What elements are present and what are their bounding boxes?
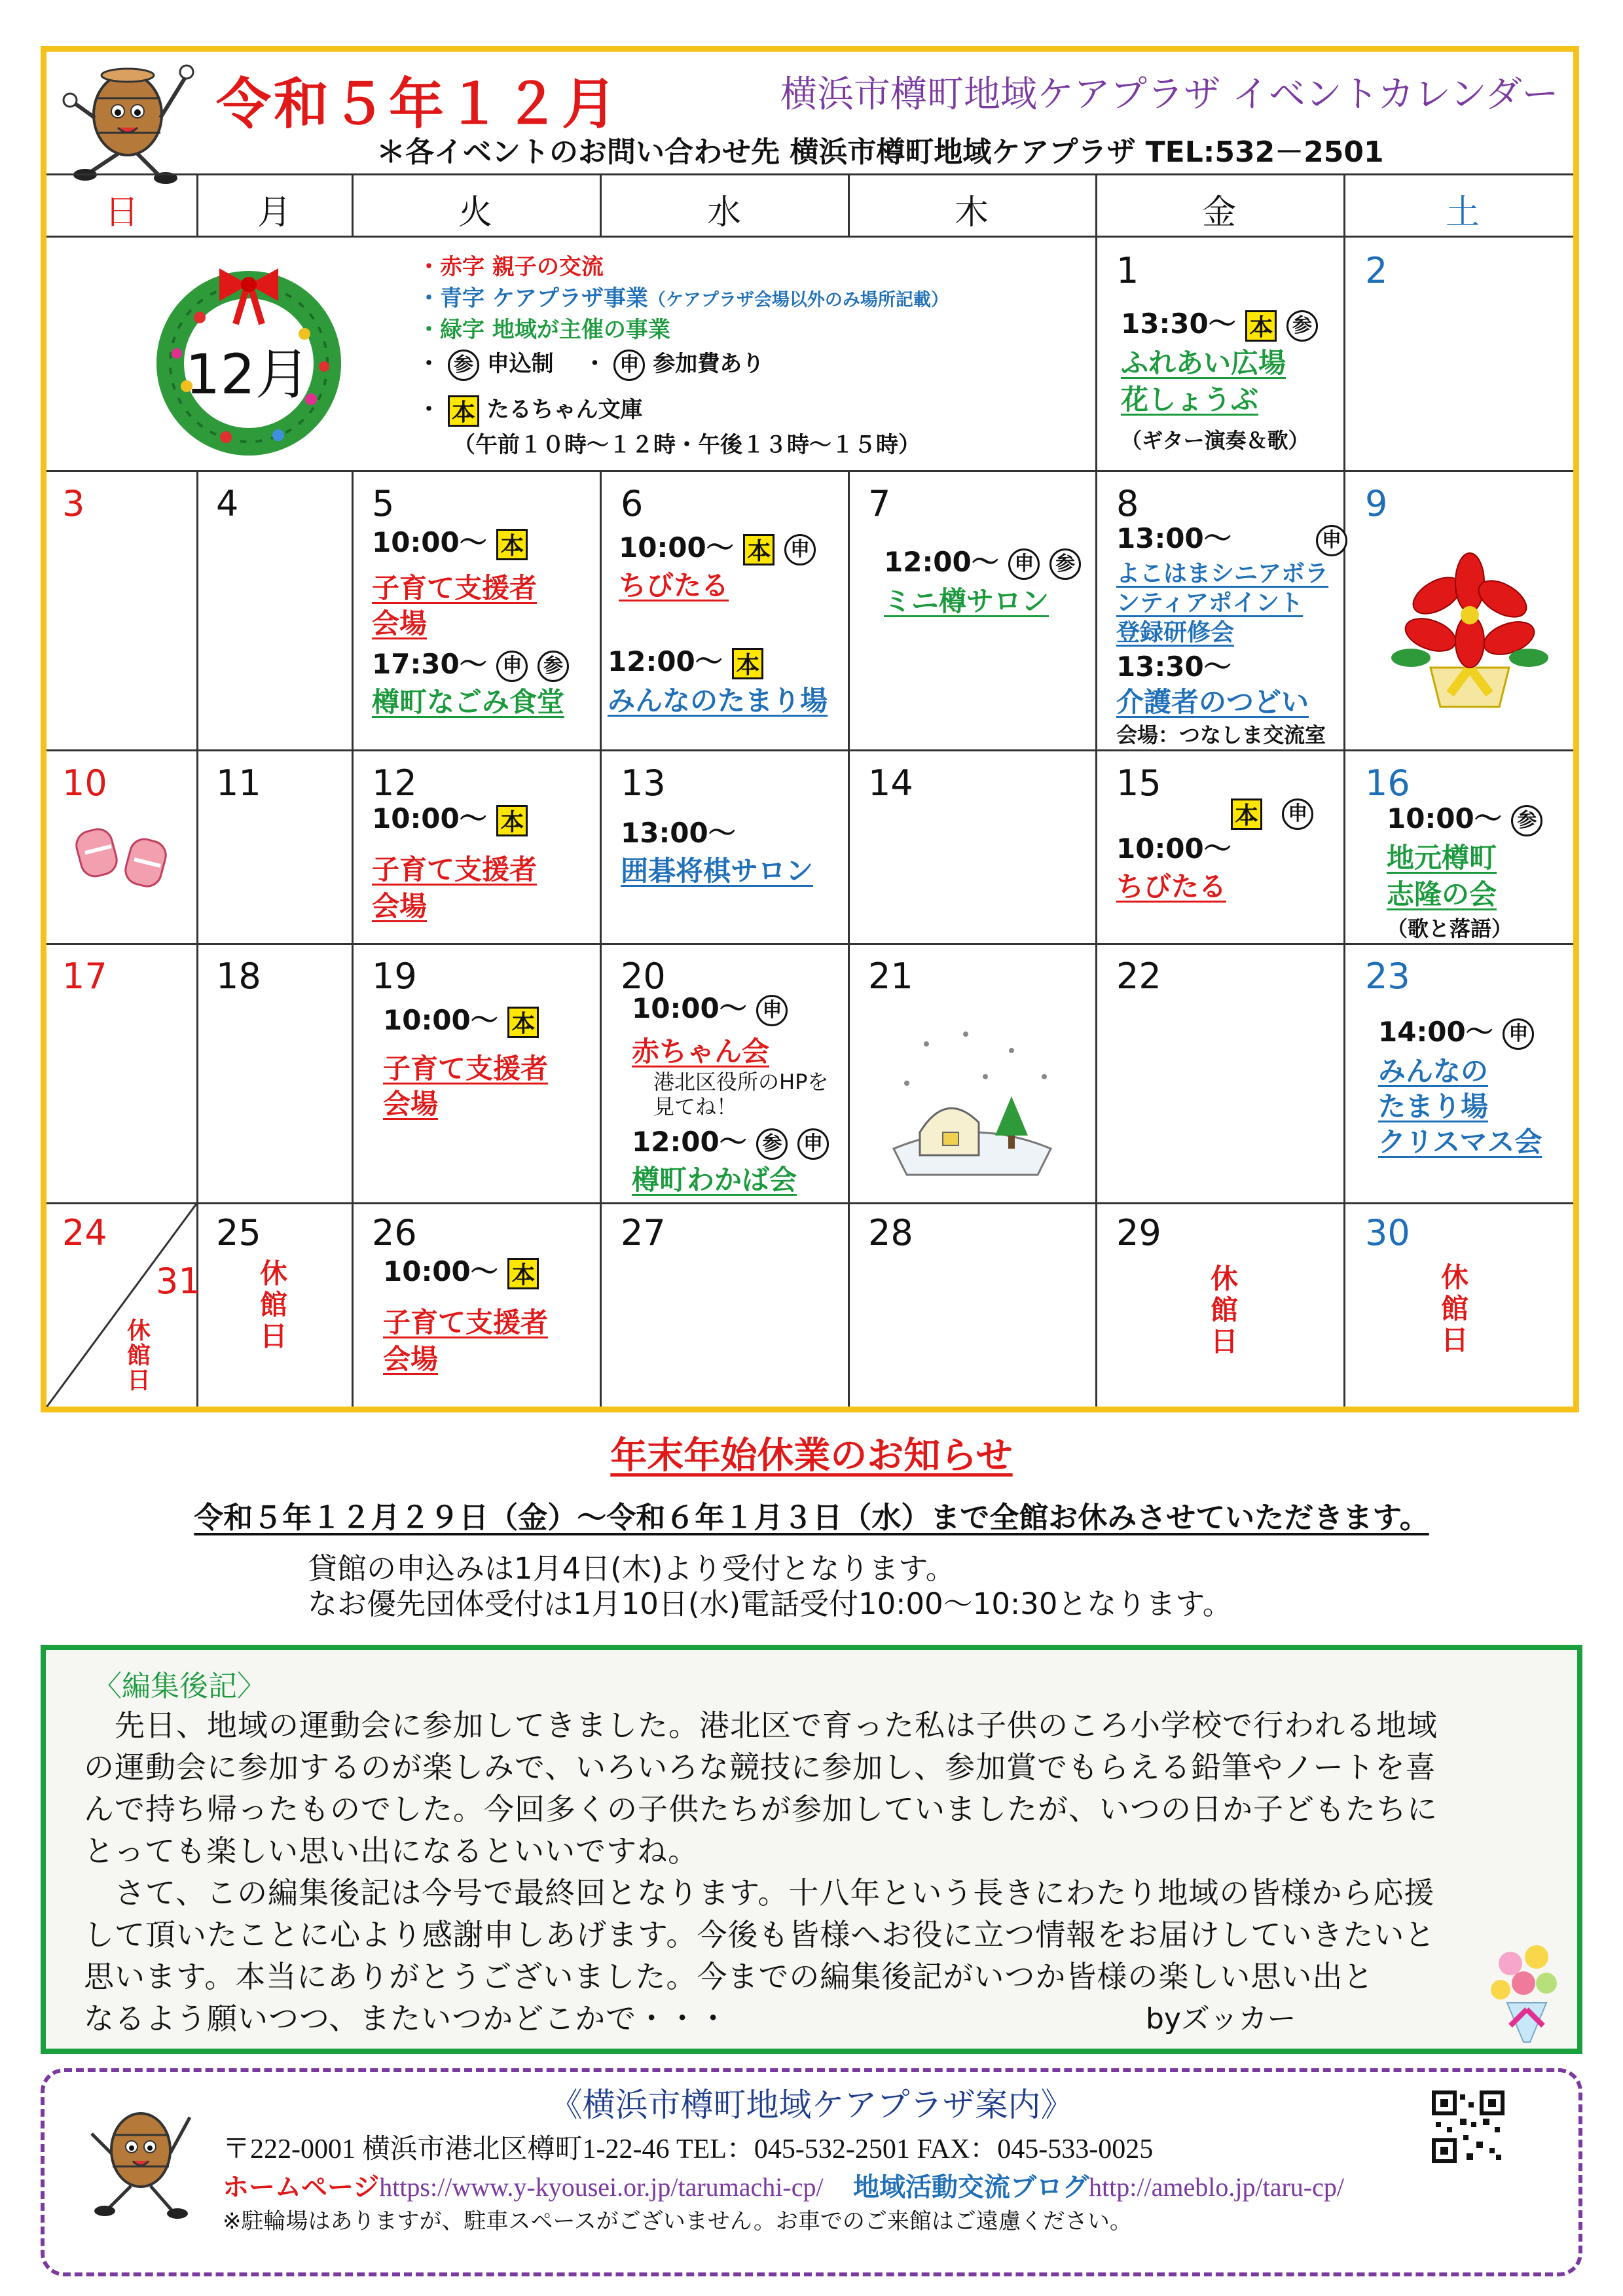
event-title: 樽町なごみ食堂 (372, 686, 565, 718)
event-note: （ギター演奏＆歌） (1121, 428, 1309, 453)
weekday-mon: 月 (257, 193, 292, 232)
day-number: 23 (1365, 956, 1410, 997)
day-number: 13 (621, 762, 666, 804)
day-number: 9 (1365, 483, 1388, 524)
event-icons (1231, 798, 1313, 830)
fee-required-icon: 申 (1282, 798, 1313, 830)
event-time-text: 12:00～ (608, 645, 723, 677)
legend-blue (418, 280, 949, 312)
legend-blue-note: （ケアプラザ会場以外のみ場所記載） (647, 290, 949, 310)
day-number: 21 (868, 956, 913, 997)
event-title: クリスマス会 (1378, 1126, 1542, 1158)
event-title: 会場 (383, 1343, 439, 1375)
day-number: 18 (216, 956, 261, 997)
book-library-icon: 本 (448, 395, 479, 427)
event-time (632, 1121, 829, 1160)
fee-required-icon: 申 (1008, 548, 1040, 580)
event-title: 会場 (372, 607, 428, 639)
day-number: 12 (372, 762, 417, 804)
event-time (1378, 1011, 1534, 1050)
day-number: 16 (1365, 762, 1410, 804)
snow-house-illustration (881, 1018, 1064, 1181)
day-number: 1 (1116, 250, 1139, 291)
event-time (608, 640, 763, 679)
event-title: 子育て支援者 (372, 853, 538, 886)
event-title: ミニ樽サロン (884, 585, 1049, 617)
flower-bouquet-illustration (1481, 1937, 1573, 2049)
grid-line (848, 470, 850, 1407)
entry-required-icon: 参 (538, 651, 569, 682)
grid-line (600, 470, 602, 1407)
fee-required-icon: 申 (496, 651, 528, 682)
event-time (372, 643, 569, 682)
day-number: 22 (1116, 956, 1161, 997)
event-time (632, 987, 788, 1026)
book-library-icon: 本 (1245, 310, 1277, 342)
entry-required-icon: 参 (1049, 548, 1081, 580)
book-library-icon: 本 (1231, 798, 1262, 830)
event-title: たまり場 (1378, 1090, 1489, 1122)
fee-required-icon: 申 (1316, 525, 1347, 556)
day-number: 17 (62, 956, 107, 997)
org-title: 横浜市樽町地域ケアプラザ イベントカレンダー (780, 73, 1559, 116)
page-title: 令和５年１２月 (216, 72, 620, 136)
grid-line (352, 470, 354, 1407)
fee-required-icon: 申 (613, 350, 645, 381)
legend-san-label: 申込制 (486, 351, 554, 377)
book-library-icon: 本 (743, 534, 775, 565)
event-time (1116, 517, 1347, 556)
day-number: 14 (868, 762, 913, 804)
day-number: 29 (1116, 1212, 1161, 1253)
fee-required-icon: 申 (1503, 1018, 1534, 1050)
event-time-text: 10:00～ (619, 531, 734, 564)
notice-closure-dates: 令和５年１２月２９日（金）～令和６年１月３日（水）まで全館お休みさせていただきます。 (194, 1500, 1429, 1535)
event-time (884, 541, 1081, 580)
day-number: 26 (372, 1212, 417, 1253)
weekday-sat: 土 (1446, 193, 1480, 232)
homepage-label: ホームページ (223, 2172, 380, 2202)
afterword-line: さて、この編集後記は今号で最終回となります。十八年という長きにわたり地域の皆様から応援 (84, 1875, 1435, 1910)
closed-label: 休館日 (126, 1318, 151, 1394)
event-time-text: 13:30～ (1121, 308, 1236, 340)
event-title: 樽町わかば会 (632, 1164, 797, 1196)
closed-label: 休館日 (1440, 1261, 1468, 1356)
event-time-text: 13:00～ (1116, 522, 1231, 554)
day-number: 20 (621, 956, 666, 997)
event-time (383, 1250, 539, 1289)
event-title: ちびたる (1116, 870, 1227, 903)
footer-title: 《横浜市樽町地域ケアプラザ案内》 (549, 2086, 1074, 2124)
homepage-link[interactable]: https://www.y-kyousei.or.jp/tarumachi-cp/ (379, 2172, 824, 2202)
weekday-wed: 水 (707, 193, 742, 232)
grid-line (848, 173, 850, 236)
day-number: 10 (62, 762, 107, 804)
event-time-text: 13:30～ (1116, 651, 1231, 683)
event-time (1387, 797, 1542, 836)
grid-line (1095, 173, 1097, 1407)
notice-rental-info: 貸館の申込みは1月4日(木)より受付となります。 (308, 1551, 955, 1586)
grid-line (196, 173, 198, 236)
day-number: 8 (1116, 483, 1139, 524)
weekday-thu: 木 (955, 193, 989, 232)
event-time (619, 526, 816, 565)
afterword-heading: 〈編集後記〉 (93, 1670, 266, 1703)
event-time-text: 13:00～ (621, 817, 736, 849)
afterword-line: んで持ち帰ったものでした。今回多くの子供たちが参加していましたが、いつの日か子どもたちに (84, 1791, 1438, 1827)
event-title: 子育て支援者 (372, 572, 538, 604)
weekday-sun: 日 (105, 193, 139, 232)
grid-line (352, 173, 354, 236)
event-time-text: 10:00～ (632, 992, 747, 1024)
event-time (372, 797, 528, 836)
book-library-icon: 本 (507, 1007, 539, 1038)
day-number: 15 (1116, 762, 1161, 804)
event-title: ふれあい広場 (1121, 347, 1286, 379)
event-note: 港北区役所のHPを (653, 1069, 829, 1094)
legend-red: ・赤字 親子の交流 (418, 254, 604, 280)
afterword-signature: byズッカー (1146, 2002, 1296, 2036)
event-time (372, 521, 528, 560)
day-number: 5 (372, 483, 395, 524)
calendar-frame (41, 46, 1579, 1412)
legend-hon-label: たるちゃん文庫 (486, 397, 643, 423)
closed-label: 休館日 (259, 1257, 287, 1352)
fee-required-icon: 申 (784, 534, 816, 565)
legend-blue-label: ・青字 ケアプラザ事業 (418, 285, 648, 312)
event-title: 会場 (372, 890, 428, 922)
event-title: 登録研修会 (1116, 619, 1235, 646)
blog-link[interactable]: http://ameblo.jp/taru-cp/ (1089, 2172, 1344, 2202)
event-title: ンティアポイント (1116, 590, 1304, 617)
entry-required-icon: 参 (756, 1128, 788, 1160)
legend-green: ・緑字 地域が主催の事業 (418, 317, 670, 343)
event-title: よこはまシニアボラ (1116, 560, 1329, 587)
book-library-icon: 本 (496, 805, 528, 836)
grid-line (1343, 173, 1345, 1407)
event-title: 赤ちゃん会 (632, 1035, 770, 1067)
entry-required-icon: 参 (1511, 805, 1542, 836)
event-title: 花しょうぶ (1121, 384, 1259, 416)
notice-priority-info: なお優先団体受付は1月10日(水)電話受付10:00～10:30となります。 (308, 1587, 1232, 1621)
day-number: 30 (1365, 1212, 1410, 1253)
event-title: 子育て支援者 (383, 1052, 549, 1085)
day-number: 3 (62, 483, 85, 524)
day-number: 28 (868, 1212, 913, 1253)
event-time-text: 10:00～ (372, 802, 487, 834)
event-time-text: 12:00～ (884, 546, 999, 578)
footer-address: 〒222-0001 横浜市港北区樽町1-22-46 TEL：045-532-2501 FAX：045-533-0025 (223, 2134, 1154, 2164)
event-time (1121, 302, 1318, 342)
contact-info: ＊各イベントのお問い合わせ先 横浜市樽町地域ケアプラザ TEL:532－2501 (376, 135, 1384, 169)
afterword-line: とっても楽しい思い出になるといいですね。 (84, 1833, 699, 1869)
day-number: 31 (156, 1261, 201, 1302)
event-time (383, 999, 539, 1038)
event-time-text: 10:00～ (1116, 833, 1231, 865)
day-number: 4 (216, 483, 239, 524)
legend-shin-label: 参加費あり (653, 351, 765, 377)
notice-title: 年末年始休業のお知らせ (610, 1435, 1013, 1477)
legend-icons-row: ・ 参 申込制 ・ 申 参加費あり (418, 346, 764, 381)
poinsettia-illustration (1385, 543, 1555, 720)
grid-line (600, 173, 602, 236)
day-number: 6 (621, 483, 644, 524)
blog-label: 地域活動交流ブログ (853, 2172, 1089, 2202)
book-library-icon: 本 (732, 648, 763, 679)
event-note: （歌と落語） (1387, 916, 1513, 941)
day-number: 25 (216, 1212, 261, 1253)
event-title: 囲碁将棋サロン (621, 855, 814, 887)
event-title: 地元樽町 (1387, 842, 1497, 874)
event-venue: 会場：つなしま交流室 (1116, 723, 1326, 747)
day-number: 2 (1365, 250, 1388, 291)
mittens-illustration (72, 817, 177, 908)
day-number: 11 (216, 762, 261, 804)
fee-required-icon: 申 (756, 995, 788, 1026)
notice-title-wrap (0, 1427, 1623, 1479)
afterword-line: なるよう願いつつ、またいつかどこかで・・・ (84, 2001, 729, 2036)
event-title: 介護者のつどい (1116, 686, 1309, 718)
fee-required-icon: 申 (797, 1128, 829, 1160)
event-time-text: 10:00～ (383, 1255, 498, 1287)
event-title: みんなのたまり場 (608, 685, 828, 717)
qr-code-icon[interactable] (1431, 2089, 1506, 2164)
afterword-line: 先日、地域の運動会に参加してきました。港北区で育った私は子供のころ小学校で行われる地域 (84, 1708, 1438, 1743)
entry-required-icon: 参 (448, 350, 479, 381)
day-number: 7 (868, 483, 891, 524)
event-time-text: 10:00～ (1387, 802, 1502, 834)
legend-bunko-row: ・ 本 たるちゃん文庫 (418, 391, 643, 427)
book-library-icon: 本 (496, 529, 528, 560)
event-time-text: 14:00～ (1378, 1016, 1493, 1048)
footer-links (223, 2166, 1344, 2204)
afterword-line: して頂いたことに心より感謝申しあげます。今後も皆様へお役に立つ情報をお届けしていきたいと (84, 1917, 1436, 1952)
book-library-icon: 本 (507, 1258, 539, 1289)
event-note: 見てね！ (653, 1094, 738, 1119)
closed-label: 休館日 (1210, 1263, 1238, 1357)
afterword-line: の運動会に参加するのが楽しみで、いろいろな競技に参加し、参加賞でもらえる鉛筆やノートを喜 (84, 1749, 1436, 1785)
wreath-month-label: 12月 (185, 342, 310, 406)
entry-required-icon: 参 (1286, 310, 1318, 342)
event-title: ちびたる (619, 569, 729, 601)
event-title: 子育て支援者 (383, 1306, 549, 1338)
day-number: 27 (621, 1212, 666, 1253)
afterword-line: 思います。本当にありがとうございました。今までの編集後記がいつか皆様の楽しい思い出と (84, 1959, 1374, 1994)
weekday-tue: 火 (458, 193, 493, 232)
event-title: 会場 (383, 1088, 439, 1120)
mascot-barrel-illustration (62, 56, 200, 187)
event-time-text: 10:00～ (383, 1004, 498, 1036)
day-number: 24 (62, 1212, 107, 1253)
day-number: 19 (372, 956, 417, 997)
legend-bunko-hours: （午前１０時～１２時・午後１３時～１５時） (453, 432, 921, 458)
event-time-text: 12:00～ (632, 1126, 747, 1158)
event-title: 志隆の会 (1387, 878, 1497, 910)
event-time-text: 17:30～ (372, 648, 487, 680)
event-title: みんなの (1378, 1055, 1489, 1087)
weekday-fri: 金 (1202, 193, 1237, 232)
footer-parking-note: ※駐輪場はありますが、駐車スペースがございません。お車でのご来館はご遠慮ください。 (223, 2208, 1132, 2234)
event-time-text: 10:00～ (372, 526, 487, 558)
